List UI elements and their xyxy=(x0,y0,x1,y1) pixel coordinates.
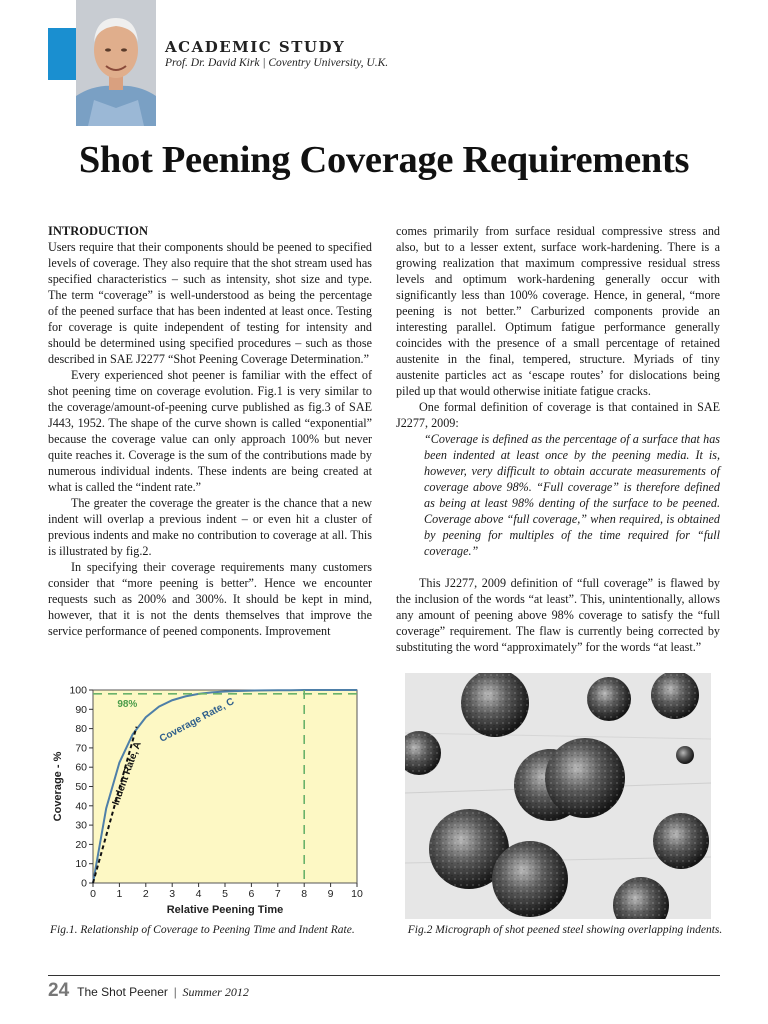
coverage-chart xyxy=(48,680,370,918)
intro-heading: INTRODUCTION xyxy=(48,224,149,238)
y-tick-label: 100 xyxy=(69,684,87,697)
x-tick-label: 9 xyxy=(327,888,334,900)
intro-paragraph-3: The greater the coverage the greater is the chance that a new indent will overlap a previous indent – or even hit a cluster of previous indents and make no contribution to coverage at all. This is illustrated by fig.2. xyxy=(48,496,372,558)
fig1-caption: Fig.1. Relationship of Coverage to Peening Time and Indent Rate. xyxy=(50,924,355,936)
intro-paragraph-2: Every experienced shot peener is familiar with the effect of shot peening time on coverage evolution. Fig.1 is very similar to the coverage/amount-of-peening curve published as fig.3 of SAE J443, 1952. The shape of the curve shown is called “exponential” because the coverage value can only approach 100% but never quite reaches it. Coverage is the sum of the contributions made by numerous individual indents. These indents are being created at what is called the “indent rate.” xyxy=(48,368,372,494)
x-tick-label: 2 xyxy=(142,888,149,900)
intro-paragraph-4: In specifying their coverage requirements many customers consider that “more peening is better”. Hence we encounter requests such as 200% and 300%. It should be kept in mind, however, that it is not the dents themselves that improve the service performance of peened components. Improvement xyxy=(48,560,372,638)
plot-area xyxy=(93,690,357,883)
author-credit: Prof. Dr. David Kirk | Coventry University, U.K. xyxy=(165,57,389,69)
y-tick-label: 20 xyxy=(75,838,87,851)
y-tick-label: 80 xyxy=(75,723,87,736)
section-label: ACADEMIC STUDY xyxy=(165,38,346,56)
y-tick-label: 90 xyxy=(75,703,87,716)
body-paragraph-continued: comes primarily from surface residual compressive stress and also, but to a lesser extent, surface work-hardening. There is a growing realization that maximum compressive residual stress levels and optimum work-hardening generally occur with significantly less than 100% coverage. Hence, in general, “more peening is not better.” Carburized components provide an interesting parallel. Optimum fatigue performance generally coincides with the presence of a small percentage of retained austenite in the final, tempered, structure. Myriads of tiny austenite particles act as ‘escape routes’ for dislocations being piled up that would otherwise initiate fatigue cracks. xyxy=(396,224,720,398)
page-number: 24 xyxy=(48,980,70,1001)
x-tick-label: 8 xyxy=(301,888,308,900)
x-axis-title: Relative Peening Time xyxy=(166,904,284,916)
left-column xyxy=(48,223,372,639)
indent-rate-label: Indent Rate, A xyxy=(110,740,144,807)
y-tick-label: 70 xyxy=(75,742,87,755)
micrograph-image xyxy=(405,673,711,919)
y-tick-label: 30 xyxy=(75,819,87,832)
annotation-98-percent: 98% xyxy=(117,698,138,710)
x-tick-label: 5 xyxy=(222,888,228,900)
publication-name: The Shot Peener xyxy=(77,985,168,999)
body-paragraph-flaw: This J2277, 2009 definition of “full coverage” is flawed by the inclusion of the words “at least”. This, unintentionally, allows any amount of peening above 98% coverage to satisfy the “full coverage” requirement. The flaw is currently being corrected by substituting the word “approximately” for the words “at least.” xyxy=(396,576,720,654)
intro-paragraph-1: Users require that their components should be peened to specified levels of coverage. They also require that the shot stream used has specified characteristics – such as intensity, shot size and type. The term “coverage” is well-understood as being the percentage of the peened surface that has been indented at least once. Testing for coverage is quite independent of testing for intensity and should be determined using specified procedures – such as those described in SAE J2277 “Shot Peening Coverage Determination.” xyxy=(48,240,372,366)
x-tick-label: 0 xyxy=(90,888,96,900)
y-axis-title: Coverage - % xyxy=(52,751,64,822)
author-photo xyxy=(76,0,156,126)
y-tick-label: 0 xyxy=(81,877,87,890)
footer xyxy=(48,980,249,1002)
issue-date: Summer 2012 xyxy=(182,985,249,999)
y-tick-label: 50 xyxy=(75,781,87,793)
sae-quote: “Coverage is defined as the percentage of a surface that has been indented at least once by the peening media. It is, however, very difficult to obtain accurate measurements of coverage above 98%. “Full coverage” is therefore defined as being at least 98% denting of the surface to be peened. Coverage above “full coverage,” when required, is obtained by peening for multiples of the time required for “full coverage.” xyxy=(424,432,720,558)
x-tick-label: 4 xyxy=(195,888,202,900)
y-tick-label: 10 xyxy=(75,858,87,871)
x-tick-label: 1 xyxy=(116,888,123,900)
header xyxy=(165,38,388,69)
body-paragraph-definition: One formal definition of coverage is that contained in SAE J2277, 2009: xyxy=(396,400,720,430)
x-tick-label: 6 xyxy=(248,888,255,900)
y-tick-label: 40 xyxy=(75,800,87,813)
x-tick-label: 10 xyxy=(351,888,363,900)
footer-divider xyxy=(48,975,720,976)
coverage-rate-label: Coverage Rate, C xyxy=(157,696,237,745)
footer-separator: | xyxy=(173,984,177,999)
right-column xyxy=(396,223,720,655)
accent-bar xyxy=(48,28,76,80)
fig2-caption: Fig.2 Micrograph of shot peened steel showing overlapping indents. xyxy=(407,924,723,936)
x-tick-label: 3 xyxy=(169,888,176,900)
x-tick-label: 7 xyxy=(274,888,281,900)
y-tick-label: 60 xyxy=(75,761,87,774)
article-title: Shot Peening Coverage Requirements xyxy=(78,139,690,181)
